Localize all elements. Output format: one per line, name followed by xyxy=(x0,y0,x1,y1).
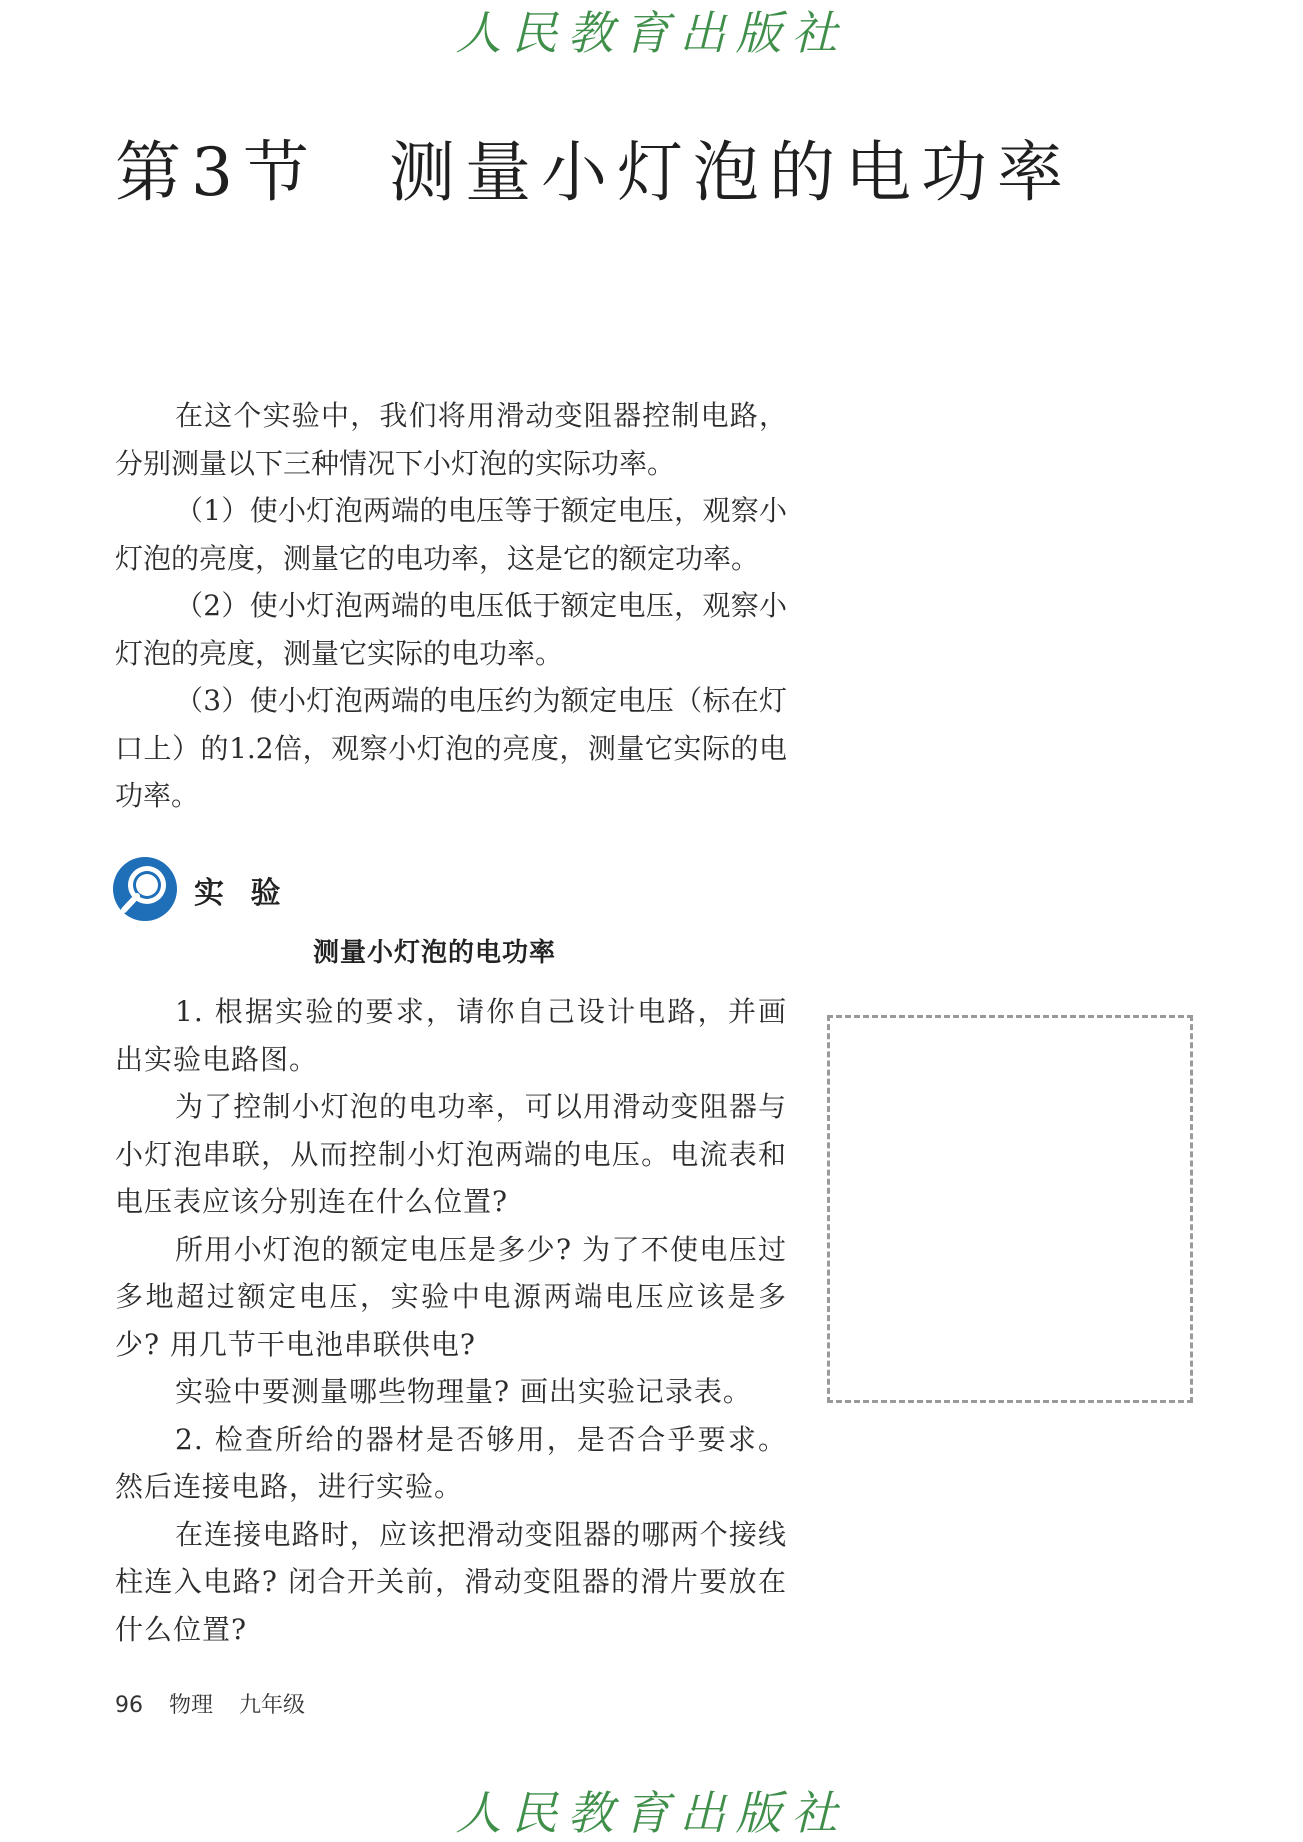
experiment-subtitle: 测量小灯泡的电功率 xyxy=(313,938,557,968)
experiment-label: 实 验 xyxy=(194,876,289,911)
footer-grade: 九年级 xyxy=(239,1693,306,1718)
experiment-steps xyxy=(115,988,787,1653)
step-1-note-c: 实验中要测量哪些物理量? 画出实验记录表。 xyxy=(175,1375,752,1408)
page-footer xyxy=(115,1688,331,1719)
footer-subject: 物理 xyxy=(169,1693,214,1718)
page-number: 96 xyxy=(115,1693,143,1718)
intro-text xyxy=(115,392,787,820)
intro-paragraph: 在这个实验中，我们将用滑动变阻器控制电路，分别测量以下三种情况下小灯泡的实际功率。 xyxy=(115,399,787,480)
section-title-text: 测量小灯泡的电功率 xyxy=(389,134,1073,211)
circuit-diagram-box xyxy=(827,1015,1193,1403)
publisher-header: 人民教育出版社 xyxy=(455,6,848,60)
step-1: 1. 根据实验的要求，请你自己设计电路，并画出实验电路图。 xyxy=(115,995,787,1076)
intro-item-1: （1）使小灯泡两端的电压等于额定电压，观察小灯泡的亮度，测量它的电功率，这是它的额定功率。 xyxy=(115,494,787,575)
step-2: 2. 检查所给的器材是否够用，是否合乎要求。然后连接电路，进行实验。 xyxy=(115,1422,787,1503)
intro-item-2: （2）使小灯泡两端的电压低于额定电压，观察小灯泡的亮度，测量它实际的电功率。 xyxy=(115,589,787,670)
publisher-footer: 人民教育出版社 xyxy=(455,1786,848,1840)
intro-item-3: （3）使小灯泡两端的电压约为额定电压（标在灯口上）的1.2倍，观察小灯泡的亮度，测量它实际的电功率。 xyxy=(115,684,787,812)
step-2-note: 在连接电路时，应该把滑动变阻器的哪两个接线柱连入电路? 闭合开关前，滑动变阻器的滑片要放在什么位置? xyxy=(115,1517,787,1646)
magnifier-icon xyxy=(112,856,178,922)
section-title xyxy=(115,134,1073,211)
step-1-note-b: 所用小灯泡的额定电压是多少? 为了不使电压过多地超过额定电压，实验中电源两端电压应该是多少? 用几节干电池串联供电? xyxy=(115,1232,787,1361)
step-1-note-a: 为了控制小灯泡的电功率，可以用滑动变阻器与小灯泡串联，从而控制小灯泡两端的电压。电流表和电压表应该分别连在什么位置? xyxy=(115,1090,787,1218)
section-number: 第3节 xyxy=(115,134,319,211)
